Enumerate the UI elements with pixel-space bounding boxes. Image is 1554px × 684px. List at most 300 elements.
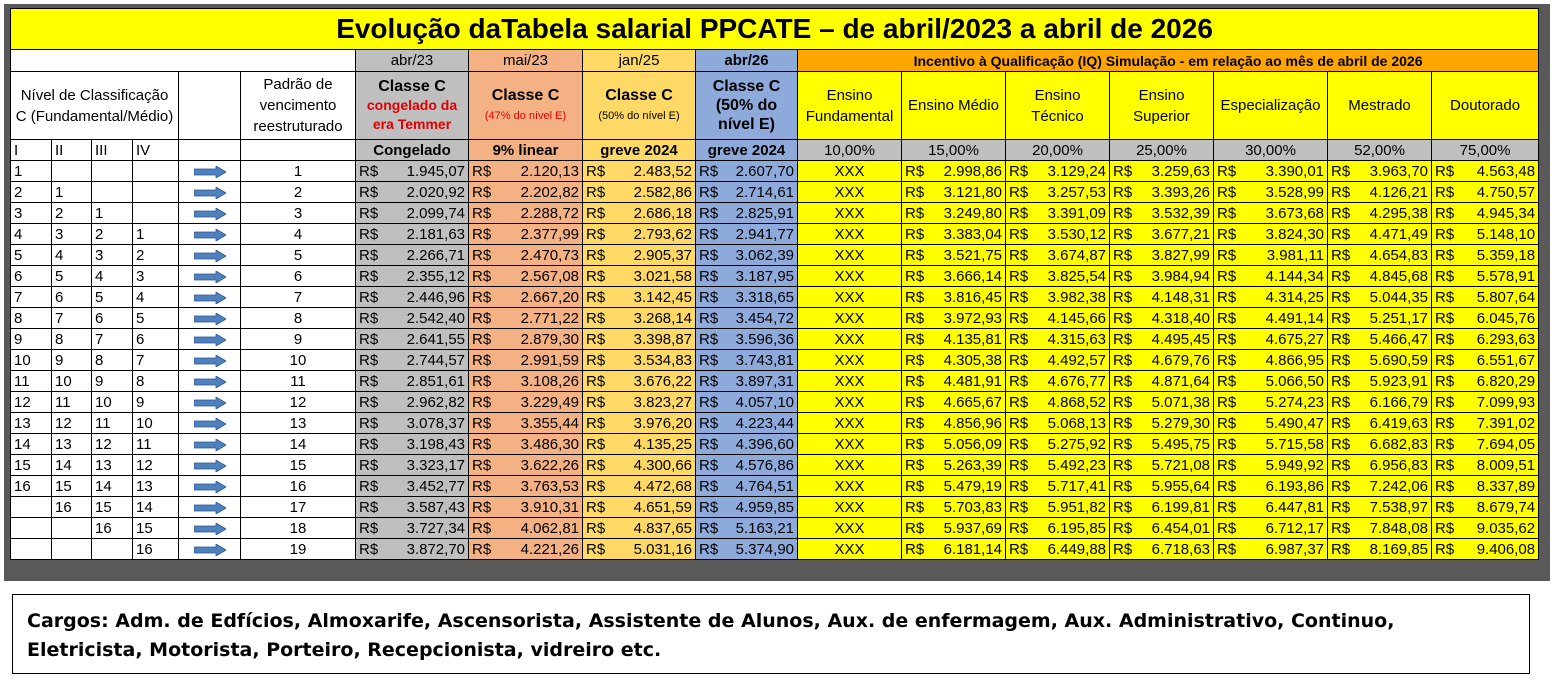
money-value: 2.879,30: [520, 330, 579, 348]
currency-symbol: R$: [1009, 162, 1029, 180]
money-cell: [469, 245, 583, 266]
roman-iii: III: [92, 140, 133, 161]
money-cell: [583, 497, 696, 518]
nivel-cell: [11, 497, 52, 518]
money-cell: [1328, 476, 1432, 497]
money-cell: [1328, 287, 1432, 308]
money-cell: [469, 518, 583, 539]
money-cell: [356, 539, 469, 560]
money-value: 4.481,91: [943, 372, 1002, 390]
currency-symbol: R$: [1113, 330, 1133, 348]
currency-symbol: R$: [1435, 393, 1455, 411]
money-cell: [1006, 308, 1110, 329]
currency-symbol: R$: [1113, 540, 1133, 558]
table-row: [11, 329, 1539, 350]
currency-symbol: R$: [699, 246, 719, 264]
nivel-cell: 8: [92, 350, 133, 371]
money-value: 3.666,14: [943, 267, 1002, 285]
money-value: 5.263,39: [943, 456, 1002, 474]
money-value: 4.868,52: [1047, 393, 1106, 411]
table-row: [11, 245, 1539, 266]
iq-level-especializacao: Especialização: [1214, 72, 1328, 140]
money-cell: [1432, 434, 1539, 455]
money-value: 3.596,36: [735, 330, 794, 348]
currency-symbol: R$: [905, 225, 925, 243]
money-value: 4.221,26: [520, 540, 579, 558]
nivel-cell: 15: [92, 497, 133, 518]
currency-symbol: R$: [586, 393, 606, 411]
money-value: 2.567,08: [520, 267, 579, 285]
iq-level-tecnico: Ensino Técnico: [1006, 72, 1110, 140]
currency-symbol: R$: [1009, 351, 1029, 369]
money-value: 3.982,38: [1047, 288, 1106, 306]
money-value: 6.419,63: [1369, 414, 1428, 432]
money-value: 5.275,92: [1047, 435, 1106, 453]
money-cell: [1432, 266, 1539, 287]
money-cell: [1432, 203, 1539, 224]
money-value: 5.251,17: [1369, 309, 1428, 327]
money-value: 3.825,54: [1047, 267, 1106, 285]
money-value: 5.955,64: [1151, 477, 1210, 495]
money-cell: [583, 413, 696, 434]
money-value: 3.676,22: [633, 372, 692, 390]
nivel-cell: 8: [11, 308, 52, 329]
currency-symbol: R$: [905, 204, 925, 222]
money-value: 2.470,73: [520, 246, 579, 264]
padrao-cell: 19: [241, 539, 356, 560]
money-cell: [356, 287, 469, 308]
currency-symbol: R$: [1113, 162, 1133, 180]
money-value: 3.452,77: [406, 477, 465, 495]
class-header-abr23: [356, 72, 469, 140]
money-value: 3.587,43: [406, 498, 465, 516]
currency-symbol: R$: [1217, 288, 1237, 306]
class-note: (47% do nível E): [484, 109, 567, 122]
money-cell: [696, 182, 798, 203]
money-cell: [1110, 224, 1214, 245]
money-value: 3.249,80: [943, 204, 1002, 222]
table-row: [11, 287, 1539, 308]
arrow-cell: [179, 203, 241, 224]
currency-symbol: R$: [699, 456, 719, 474]
money-cell: [356, 455, 469, 476]
nivel-cell: 12: [11, 392, 52, 413]
money-cell: [1328, 224, 1432, 245]
table-row: [11, 182, 1539, 203]
currency-symbol: R$: [472, 267, 492, 285]
table-row: [11, 497, 1539, 518]
money-cell: [1214, 287, 1328, 308]
currency-symbol: R$: [699, 162, 719, 180]
money-value: 4.315,63: [1047, 330, 1106, 348]
class-title: Classe C: [378, 78, 446, 95]
nivel-cell: 9: [92, 371, 133, 392]
currency-symbol: R$: [699, 288, 719, 306]
money-cell: [1110, 182, 1214, 203]
roman-i: I: [11, 140, 52, 161]
money-value: 2.483,52: [633, 162, 692, 180]
table-row: [11, 371, 1539, 392]
money-cell: [583, 329, 696, 350]
money-value: 3.108,26: [520, 372, 579, 390]
currency-symbol: R$: [1435, 204, 1455, 222]
money-cell: [469, 455, 583, 476]
currency-symbol: R$: [359, 414, 379, 432]
currency-symbol: R$: [1009, 498, 1029, 516]
money-cell: [1006, 287, 1110, 308]
money-cell: [1328, 245, 1432, 266]
iq-fundamental-cell: XXX: [798, 413, 902, 434]
money-cell: [902, 455, 1006, 476]
currency-symbol: R$: [472, 414, 492, 432]
money-value: 6.449,88: [1047, 540, 1106, 558]
money-cell: [1328, 161, 1432, 182]
currency-symbol: R$: [905, 372, 925, 390]
currency-symbol: R$: [699, 435, 719, 453]
iq-header: Incentivo à Qualificação (IQ) Simulação - em relação ao mês de abril de 2026: [798, 50, 1539, 72]
iq-fundamental-cell: XXX: [798, 287, 902, 308]
currency-symbol: R$: [586, 183, 606, 201]
money-value: 3.824,30: [1265, 225, 1324, 243]
money-value: 4.495,45: [1151, 330, 1210, 348]
iq-pct: 15,00%: [902, 140, 1006, 161]
money-cell: [469, 434, 583, 455]
money-value: 3.323,17: [406, 456, 465, 474]
currency-symbol: R$: [1435, 435, 1455, 453]
nivel-cell: 1: [11, 161, 52, 182]
nivel-cell: 11: [133, 434, 179, 455]
iq-level-superior: Ensino Superior: [1110, 72, 1214, 140]
money-value: 5.721,08: [1151, 456, 1210, 474]
right-arrow-icon: [194, 229, 226, 241]
right-arrow-icon: [194, 250, 226, 262]
padrao-cell: 13: [241, 413, 356, 434]
money-cell: [583, 224, 696, 245]
money-cell: [1006, 539, 1110, 560]
money-cell: [1006, 245, 1110, 266]
iq-fundamental-cell: XXX: [798, 539, 902, 560]
money-value: 4.135,81: [943, 330, 1002, 348]
money-cell: [1328, 497, 1432, 518]
nivel-cell: 16: [92, 518, 133, 539]
class-title: Classe C: [605, 86, 673, 104]
money-value: 4.148,31: [1151, 288, 1210, 306]
money-value: 2.825,91: [735, 204, 794, 222]
currency-symbol: R$: [1009, 225, 1029, 243]
money-value: 7.391,02: [1476, 414, 1536, 432]
currency-symbol: R$: [472, 435, 492, 453]
blank-cell: [11, 50, 356, 72]
currency-symbol: R$: [359, 519, 379, 537]
iq-pct: 10,00%: [798, 140, 902, 161]
table-row: [11, 518, 1539, 539]
money-value: 2.714,61: [735, 183, 794, 201]
money-value: 5.163,21: [735, 519, 794, 537]
iq-pct: 52,00%: [1328, 140, 1432, 161]
nivel-cell: 15: [11, 455, 52, 476]
currency-symbol: R$: [1435, 330, 1455, 348]
money-cell: [469, 329, 583, 350]
currency-symbol: R$: [1217, 225, 1237, 243]
money-cell: [1328, 371, 1432, 392]
class-header-mai23: [469, 72, 583, 140]
padrao-cell: 3: [241, 203, 356, 224]
money-value: 6.820,29: [1476, 372, 1536, 390]
currency-symbol: R$: [1217, 183, 1237, 201]
money-value: 3.198,43: [406, 435, 465, 453]
money-value: 6.166,79: [1369, 393, 1428, 411]
nivel-cell: 5: [52, 266, 92, 287]
iq-level-fundamental: Ensino Fundamental: [798, 72, 902, 140]
arrow-cell: [179, 413, 241, 434]
right-arrow-icon: [194, 292, 226, 304]
money-value: 4.676,77: [1047, 372, 1106, 390]
nivel-cell: 13: [52, 434, 92, 455]
money-cell: [1432, 497, 1539, 518]
money-value: 3.622,26: [520, 456, 579, 474]
currency-symbol: R$: [699, 225, 719, 243]
iq-pct: 75,00%: [1432, 140, 1539, 161]
money-cell: [1006, 413, 1110, 434]
money-value: 2.793,62: [633, 225, 692, 243]
money-cell: [1214, 476, 1328, 497]
iq-level-medio: Ensino Médio: [902, 72, 1006, 140]
money-cell: [1214, 434, 1328, 455]
money-value: 5.031,16: [633, 540, 692, 558]
currency-symbol: R$: [1435, 288, 1455, 306]
right-arrow-icon: [194, 355, 226, 367]
sub-label: greve 2024: [696, 140, 798, 161]
nivel-cell: 8: [133, 371, 179, 392]
money-cell: [1214, 539, 1328, 560]
money-value: 4.223,44: [735, 414, 794, 432]
money-cell: [1328, 518, 1432, 539]
blank-cell: [241, 140, 356, 161]
currency-symbol: R$: [1217, 162, 1237, 180]
currency-symbol: R$: [1009, 330, 1029, 348]
money-cell: [1328, 182, 1432, 203]
money-cell: [583, 308, 696, 329]
money-cell: [1328, 308, 1432, 329]
currency-symbol: R$: [1217, 456, 1237, 474]
currency-symbol: R$: [1331, 372, 1351, 390]
money-value: 6.447,81: [1265, 498, 1324, 516]
money-cell: [1110, 203, 1214, 224]
nivel-cell: 6: [11, 266, 52, 287]
money-value: 5.495,75: [1151, 435, 1210, 453]
nivel-cell: [133, 203, 179, 224]
money-cell: [696, 266, 798, 287]
money-value: 5.807,64: [1476, 288, 1536, 306]
money-value: 4.845,68: [1369, 267, 1428, 285]
padrao-cell: 14: [241, 434, 356, 455]
money-value: 3.763,53: [520, 477, 579, 495]
money-value: 8.009,51: [1476, 456, 1536, 474]
class-note: (50% do nível E): [715, 97, 778, 133]
padrao-cell: 8: [241, 308, 356, 329]
money-cell: [902, 392, 1006, 413]
currency-symbol: R$: [586, 204, 606, 222]
right-arrow-icon: [194, 334, 226, 346]
iq-pct: 25,00%: [1110, 140, 1214, 161]
right-arrow-icon: [194, 313, 226, 325]
money-cell: [696, 203, 798, 224]
money-value: 6.454,01: [1151, 519, 1210, 537]
money-cell: [696, 518, 798, 539]
padrao-cell: 4: [241, 224, 356, 245]
money-value: 5.374,90: [735, 540, 794, 558]
money-value: 5.479,19: [943, 477, 1002, 495]
currency-symbol: R$: [699, 372, 719, 390]
money-cell: [1110, 245, 1214, 266]
money-value: 2.120,13: [520, 162, 579, 180]
money-cell: [1006, 224, 1110, 245]
currency-symbol: R$: [472, 204, 492, 222]
money-value: 4.472,68: [633, 477, 692, 495]
arrow-cell: [179, 224, 241, 245]
money-cell: [1110, 308, 1214, 329]
money-value: 4.665,67: [943, 393, 1002, 411]
money-value: 3.530,12: [1047, 225, 1106, 243]
money-value: 3.981,11: [1266, 246, 1324, 264]
money-value: 3.129,24: [1047, 162, 1106, 180]
currency-symbol: R$: [359, 456, 379, 474]
nivel-cell: 3: [92, 245, 133, 266]
money-value: 5.066,50: [1265, 372, 1324, 390]
currency-symbol: R$: [1331, 162, 1351, 180]
nivel-cell: 6: [133, 329, 179, 350]
money-cell: [469, 182, 583, 203]
money-cell: [1432, 287, 1539, 308]
arrow-cell: [179, 434, 241, 455]
money-value: 2.020,92: [406, 183, 465, 201]
class-note: (50% do nível E): [598, 109, 680, 122]
money-cell: [356, 371, 469, 392]
padrao-cell: 15: [241, 455, 356, 476]
money-cell: [902, 413, 1006, 434]
money-cell: [1328, 455, 1432, 476]
money-value: 4.492,57: [1047, 351, 1106, 369]
money-value: 9.406,08: [1476, 540, 1536, 558]
money-cell: [1214, 203, 1328, 224]
month-header-abr23: abr/23: [356, 50, 469, 72]
month-header-mai23: mai/23: [469, 50, 583, 72]
money-value: 3.534,83: [633, 351, 692, 369]
money-cell: [1110, 476, 1214, 497]
currency-symbol: R$: [1009, 414, 1029, 432]
currency-symbol: R$: [1217, 414, 1237, 432]
nivel-cell: 1: [92, 203, 133, 224]
nivel-cell: 6: [52, 287, 92, 308]
nivel-cell: 10: [92, 392, 133, 413]
money-value: 5.279,30: [1151, 414, 1210, 432]
currency-symbol: R$: [472, 288, 492, 306]
arrow-cell: [179, 455, 241, 476]
money-value: 5.071,38: [1151, 393, 1210, 411]
currency-symbol: R$: [1113, 183, 1133, 201]
currency-symbol: R$: [1435, 414, 1455, 432]
money-value: 3.528,99: [1265, 183, 1324, 201]
currency-symbol: R$: [1217, 330, 1237, 348]
currency-symbol: R$: [359, 393, 379, 411]
month-header-abr26: abr/26: [696, 50, 798, 72]
arrow-cell: [179, 476, 241, 497]
padrao-cell: 12: [241, 392, 356, 413]
money-value: 3.532,39: [1151, 204, 1210, 222]
class-note: congelado da era Temmer: [366, 97, 458, 132]
currency-symbol: R$: [1435, 498, 1455, 516]
money-cell: [1110, 329, 1214, 350]
currency-symbol: R$: [359, 477, 379, 495]
arrow-cell: [179, 329, 241, 350]
currency-symbol: R$: [1331, 267, 1351, 285]
money-value: 4.651,59: [633, 498, 692, 516]
money-value: 3.355,44: [520, 414, 579, 432]
nivel-cell: 14: [92, 476, 133, 497]
money-cell: [1432, 329, 1539, 350]
money-cell: [1214, 182, 1328, 203]
money-value: 9.035,62: [1476, 519, 1536, 537]
money-cell: [1214, 518, 1328, 539]
currency-symbol: R$: [586, 288, 606, 306]
money-value: 7.538,97: [1369, 498, 1428, 516]
iq-fundamental-cell: XXX: [798, 518, 902, 539]
money-value: 7.848,08: [1369, 519, 1428, 537]
money-cell: [583, 266, 696, 287]
currency-symbol: R$: [905, 393, 925, 411]
nivel-cell: 9: [52, 350, 92, 371]
money-cell: [356, 224, 469, 245]
nivel-cell: 16: [133, 539, 179, 560]
money-value: 4.057,10: [735, 393, 794, 411]
nivel-cell: 5: [133, 308, 179, 329]
currency-symbol: R$: [699, 498, 719, 516]
currency-symbol: R$: [1435, 456, 1455, 474]
money-value: 3.972,93: [943, 309, 1002, 327]
currency-symbol: R$: [699, 204, 719, 222]
currency-symbol: R$: [359, 246, 379, 264]
money-value: 6.193,86: [1265, 477, 1324, 495]
iq-fundamental-cell: XXX: [798, 371, 902, 392]
currency-symbol: R$: [1009, 183, 1029, 201]
currency-symbol: R$: [359, 372, 379, 390]
currency-symbol: R$: [1113, 498, 1133, 516]
money-cell: [1432, 476, 1539, 497]
currency-symbol: R$: [699, 414, 719, 432]
currency-symbol: R$: [1009, 309, 1029, 327]
money-cell: [1432, 161, 1539, 182]
currency-symbol: R$: [586, 372, 606, 390]
nivel-cell: 7: [133, 350, 179, 371]
money-value: 3.486,30: [520, 435, 579, 453]
padrao-cell: 9: [241, 329, 356, 350]
money-cell: [696, 413, 798, 434]
money-value: 4.396,60: [735, 435, 794, 453]
nivel-cell: 12: [133, 455, 179, 476]
right-arrow-icon: [194, 481, 226, 493]
currency-symbol: R$: [1217, 309, 1237, 327]
money-cell: [902, 371, 1006, 392]
money-cell: [583, 539, 696, 560]
money-value: 4.945,34: [1476, 204, 1536, 222]
money-value: 5.490,47: [1265, 414, 1324, 432]
sub-label: greve 2024: [583, 140, 696, 161]
currency-symbol: R$: [905, 183, 925, 201]
money-value: 3.827,99: [1151, 246, 1210, 264]
table-row: [11, 476, 1539, 497]
money-cell: [356, 308, 469, 329]
currency-symbol: R$: [1435, 477, 1455, 495]
